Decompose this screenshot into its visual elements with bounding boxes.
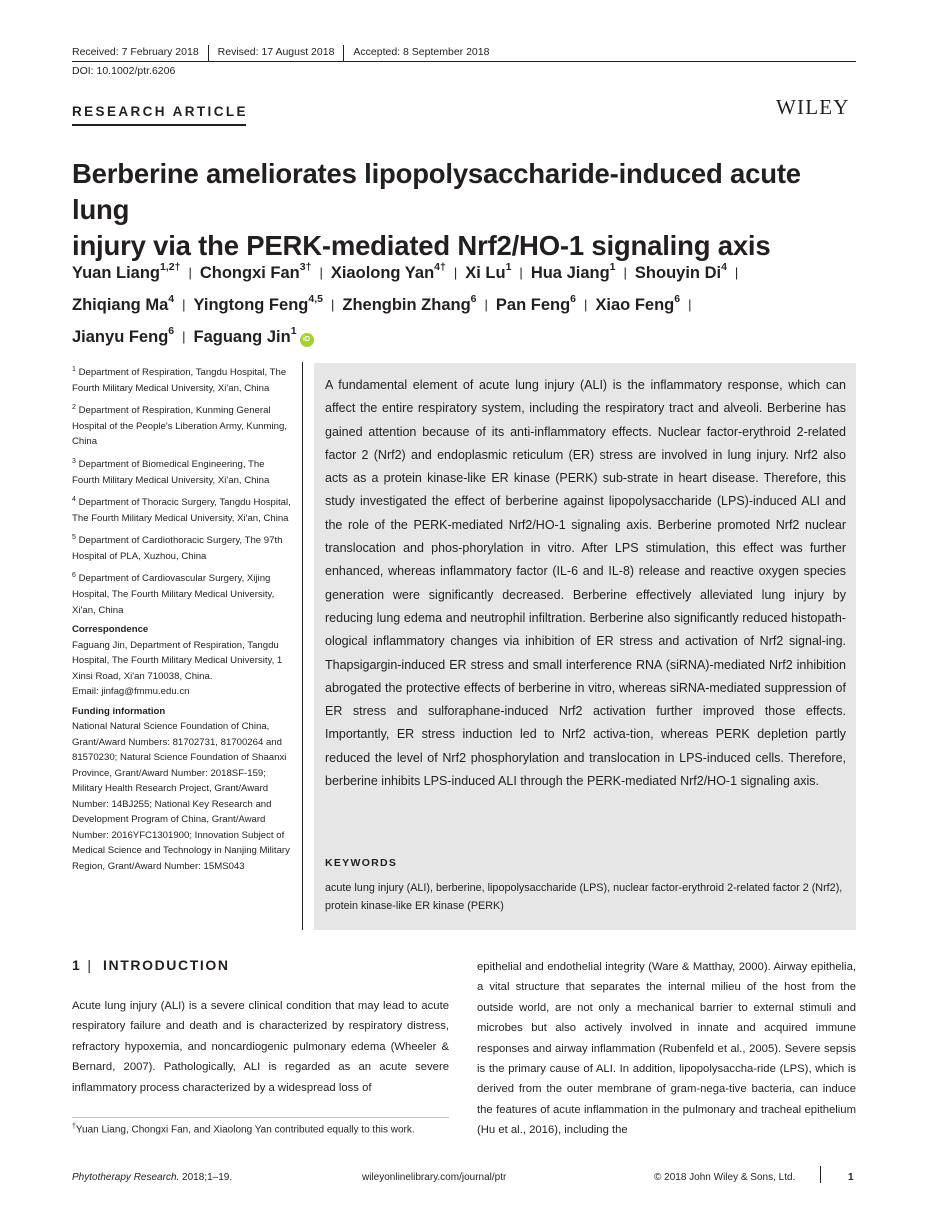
author: Zhiqiang Ma$^4$ xyxy=(72,293,175,314)
author: Hua Jiang$^1$ xyxy=(530,261,616,282)
section-number: 1 xyxy=(72,957,82,973)
author-line xyxy=(72,287,862,319)
footer-copyright: © 2018 John Wiley & Sons, Ltd. xyxy=(654,1172,796,1183)
doi[interactable]: DOI: 10.1002/ptr.6206 xyxy=(72,65,176,77)
footer-citation: Phytotherapy Research. 2018;1–19. xyxy=(72,1172,233,1183)
divider xyxy=(208,45,209,62)
footnote: †Yuan Liang, Chongxi Fan, and Xiaolong Yan contributed equally to this work. xyxy=(72,1123,415,1136)
author: Xiao Feng$^6$ xyxy=(595,293,681,314)
author-list xyxy=(72,255,862,351)
author: Yingtong Feng$^{4,5}$ xyxy=(193,293,323,314)
revised-date: Revised: 17 August 2018 xyxy=(217,45,335,58)
footer-url[interactable]: wileyonlinelibrary.com/journal/ptr xyxy=(362,1172,507,1183)
paper-title xyxy=(72,156,862,264)
header-rule xyxy=(72,61,856,62)
correspondence-text: Faguang Jin, Department of Respiration, Tangdu Hospital, The Fourth Military Medical University, 1 Xinsi Road, Xi'an 710038, China. xyxy=(72,639,283,682)
affiliations-column xyxy=(72,362,294,874)
article-dates xyxy=(72,43,489,60)
divider xyxy=(343,45,344,62)
footnote-rule xyxy=(72,1117,449,1118)
funding-text: National Natural Science Foundation of China, Grant/Award Numbers: 81702731, 81700264 and 81570230; Natural Science Foundation of Shaanxi Province, Grant/Award Number: 2018SF-159; Military Health Research Project, Grant/Award Number: 14BJ255; National Key Research and Development Program of China, Grant/Award Number: 2016YFC1301900; Innovation Subject of Medical Science and Technology in Nanjing Military Region, Grant/Award Number: 15MS043 xyxy=(72,721,290,872)
keywords-text: acute lung injury (ALI), berberine, lipopolysaccharide (LPS), nuclear factor-erythroid 2-related factor 2 (Nrf2), protein kinase-like ER kinase (PERK) xyxy=(325,882,843,912)
correspondence-heading: Correspondence xyxy=(72,624,149,636)
author-separator: | xyxy=(484,296,488,312)
article-type: RESEARCH ARTICLE xyxy=(72,104,248,119)
author: Zhengbin Zhang$^6$ xyxy=(342,293,477,314)
column-divider xyxy=(302,362,303,930)
author-separator: | xyxy=(182,328,186,344)
author-separator: | xyxy=(519,264,523,280)
affiliation: $^1$ Department of Respiration, Tangdu Hospital, The Fourth Military Medical University, Xi'an, China xyxy=(72,366,287,394)
affiliation: $^5$ Department of Cardiothoracic Surgery, The 97th Hospital of PLA, Xuzhou, China xyxy=(72,534,283,562)
title-line-2: injury via the PERK-mediated Nrf2/HO-1 signaling axis xyxy=(72,230,771,261)
footer-divider xyxy=(820,1166,821,1183)
affiliation: $^4$ Department of Thoracic Surgery, Tangdu Hospital, The Fourth Military Medical University, Xi'an, China xyxy=(72,496,291,524)
funding-heading: Funding information xyxy=(72,705,166,717)
author-separator: | xyxy=(734,264,739,280)
keywords-heading: KEYWORDS xyxy=(325,857,398,869)
author-separator: | xyxy=(182,296,186,312)
author-separator: | xyxy=(453,264,458,280)
correspondence-email[interactable]: Email: jinfag@fmmu.edu.cn xyxy=(72,686,190,698)
section-title: INTRODUCTION xyxy=(103,957,230,973)
publisher-logo: WILEY xyxy=(776,95,850,119)
author: Chongxi Fan$^{3\dagger}$ xyxy=(199,261,312,282)
affiliation: $^6$ Department of Cardiovascular Surgery, Xijing Hospital, The Fourth Military Medical University, Xi'an, China xyxy=(72,572,275,616)
article-type-underline xyxy=(72,124,246,126)
abstract-box xyxy=(314,363,856,930)
author-separator: | xyxy=(623,264,627,280)
title-line-1: Berberine ameliorates lipopolysaccharide-induced acute lung xyxy=(72,158,801,225)
intro-column-1: Acute lung injury (ALI) is a severe clinical condition that may lead to acute respiratory failure and death and is characterized by respiratory distress, refractory hypoxemia, and noncardiogenic pulmonary edema (Wheeler & Bernard, 2007). Pathologically, ALI is regarded as an acute severe inflammatory process characterized by a widespread loss of xyxy=(72,1000,449,1094)
author-separator: | xyxy=(584,296,588,312)
received-date: Received: 7 February 2018 xyxy=(72,45,199,58)
accepted-date: Accepted: 8 September 2018 xyxy=(353,45,490,58)
author: Pan Feng$^6$ xyxy=(495,293,577,314)
section-separator: | xyxy=(87,957,92,973)
author-separator: | xyxy=(330,296,335,312)
section-heading xyxy=(72,957,230,973)
author: Faguang Jin$^1$ xyxy=(193,325,297,346)
author: Jianyu Feng$^6$ xyxy=(72,325,175,346)
author: Shouyin Di$^4$ xyxy=(634,261,727,282)
author-line xyxy=(72,255,862,287)
abstract-text: A fundamental element of acute lung injury (ALI) is the inflammatory response, which can affect the entire respiratory system, including the respiratory tract and alveoli. Berberine has gained attention because of its anti-inflammatory effects. Nuclear factor-erythroid 2-related factor 2 (Nrf2) and endoplasmic reticulum (ER) stress are involved in lung injury. Nrf2 also acts as a protein kinase-like ER kinase (PERK) sub-strate in heart disease. Therefore, this study investigated the effect of berberine against lipopolysaccharide (LPS)-induced ALI and the role of the PERK-mediated Nrf2/HO-1 signaling axis. Berberine promoted Nrf2 nuclear translocation and phos-phorylation in vitro. After LPS stimulation, this effect was further enhanced, whereas inflammatory factor (IL-6 and IL-8) release and reactive oxygen species generation were significantly decreased. Berberine effectively alleviated lung injury by reducing lung edema and neutrophil infiltration. Berberine also significantly reduced histopath-ological inflammatory changes via inhibition of ER stress and activation of Nrf2 signal-ing. Thapsigargin-induced ER stress and small interference RNA (siRNA)-mediated Nrf2 inhibition abrogated the protective effects of berberine in vitro, whereas siRNA-mediated suppression of ER stress and sulforaphane-induced Nrf2 activation further improved those effects. Importantly, ER stress induction led to Nrf2 activa-tion, whereas PERK depletion partly reduced the level of Nrf2 phosphorylation and translocation in LPS-induced cells. Therefore, berberine inhibits LPS-induced ALI through the PERK-mediated Nrf2/HO-1 signaling axis. xyxy=(325,378,846,789)
affiliation: $^3$ Department of Biomedical Engineering, The Fourth Military Medical University, Xi'an, China xyxy=(72,457,270,486)
author-separator: | xyxy=(188,264,192,280)
author: Xi Lu$^1$ xyxy=(465,261,512,282)
author: Yuan Liang$^{1,2\dagger}$ xyxy=(72,261,181,282)
author: Xiaolong Yan$^{4\dagger}$ xyxy=(330,261,446,282)
author-separator: | xyxy=(688,296,692,312)
page-number: 1 xyxy=(848,1172,854,1183)
affiliation: $^2$ Department of Respiration, Kunming General Hospital of the People's Liberation Army, Kunming, China xyxy=(72,404,287,448)
author-line xyxy=(72,319,862,351)
orcid-icon[interactable]: iD xyxy=(300,333,314,347)
intro-column-2: epithelial and endothelial integrity (Ware & Matthay, 2000). Airway epithelia, a vital structure that separates the internal milieu of the host from the outside world, are not only a mechanical barrier to external stimuli and microbes but also actively involved in innate and acquired immune responses and airway inflammation (Rubenfeld et al., 2005). Severe sepsis is the primary cause of ALI. In addition, lipopolysaccha-ride (LPS), which is derived from the outer membrane of gram-nega-tive bacteria, can induce the features of acute inflammation in the pulmonary and tracheal epithelium (Hu et al., 2016), including the xyxy=(477,961,856,1137)
author-separator: | xyxy=(319,264,323,280)
